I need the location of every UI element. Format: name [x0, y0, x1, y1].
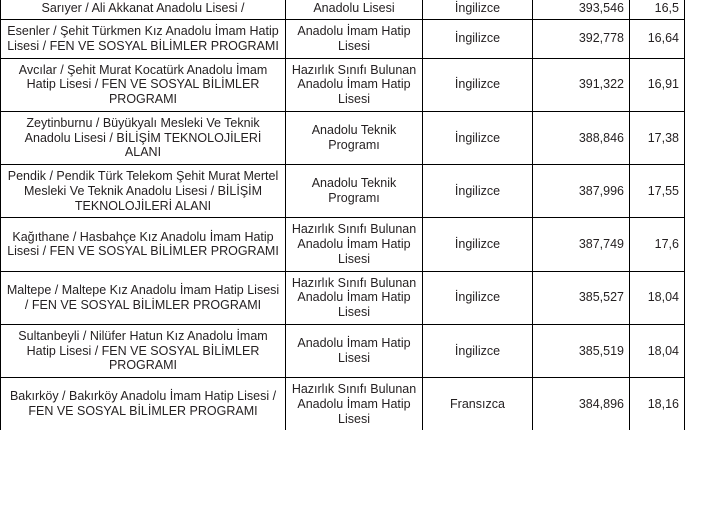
cell-school-type: Anadolu İmam Hatip Lisesi [286, 20, 423, 59]
table-row [1, 0, 685, 20]
cell-language: İngilizce [423, 165, 533, 218]
cell-percent: 16,64 [630, 20, 685, 59]
cell-score: 393,546 [533, 0, 630, 20]
cell-score: 384,896 [533, 378, 630, 431]
cell-percent: 18,04 [630, 271, 685, 324]
cell-percent: 17,38 [630, 111, 685, 164]
cell-percent: 16,91 [630, 58, 685, 111]
cell-language: İngilizce [423, 0, 533, 20]
cell-percent: 18,16 [630, 378, 685, 431]
cell-percent: 17,6 [630, 218, 685, 271]
cell-score: 387,996 [533, 165, 630, 218]
cell-school: Avcılar / Şehit Murat Kocatürk Anadolu İmam Hatip Lisesi / FEN VE SOSYAL BİLİMLER PROGRAMI [1, 58, 286, 111]
cell-score: 392,778 [533, 20, 630, 59]
cell-school: Sultanbeyli / Nilüfer Hatun Kız Anadolu İmam Hatip Lisesi / FEN VE SOSYAL BİLİMLER PROGRAMI [1, 324, 286, 377]
cell-language: İngilizce [423, 111, 533, 164]
cell-school: Maltepe / Maltepe Kız Anadolu İmam Hatip Lisesi / FEN VE SOSYAL BİLİMLER PROGRAMI [1, 271, 286, 324]
cell-percent: 18,04 [630, 324, 685, 377]
cell-score: 388,846 [533, 111, 630, 164]
cell-percent: 17,55 [630, 165, 685, 218]
table-row [1, 165, 685, 218]
cell-score: 385,527 [533, 271, 630, 324]
table-row [1, 58, 685, 111]
table-row [1, 271, 685, 324]
cell-language: Fransızca [423, 378, 533, 431]
cell-school-type: Anadolu Teknik Programı [286, 111, 423, 164]
cell-score: 387,749 [533, 218, 630, 271]
table-row [1, 218, 685, 271]
cell-school: Bakırköy / Bakırköy Anadolu İmam Hatip Lisesi / FEN VE SOSYAL BİLİMLER PROGRAMI [1, 378, 286, 431]
cell-school-type: Anadolu Teknik Programı [286, 165, 423, 218]
table-row [1, 20, 685, 59]
cell-language: İngilizce [423, 20, 533, 59]
cell-language: İngilizce [423, 218, 533, 271]
cell-language: İngilizce [423, 58, 533, 111]
cell-school: Kağıthane / Hasbahçe Kız Anadolu İmam Hatip Lisesi / FEN VE SOSYAL BİLİMLER PROGRAMI [1, 218, 286, 271]
cell-school-type: Anadolu İmam Hatip Lisesi [286, 324, 423, 377]
table-row [1, 324, 685, 377]
cell-language: İngilizce [423, 324, 533, 377]
cell-school-type: Hazırlık Sınıfı Bulunan Anadolu İmam Hatip Lisesi [286, 58, 423, 111]
cell-language: İngilizce [423, 271, 533, 324]
cell-score: 385,519 [533, 324, 630, 377]
cell-school: Zeytinburnu / Büyükyalı Mesleki Ve Teknik Anadolu Lisesi / BİLİŞİM TEKNOLOJİLERİ ALANI [1, 111, 286, 164]
cell-school: Sarıyer / Ali Akkanat Anadolu Lisesi / [1, 0, 286, 20]
cell-school-type: Anadolu Lisesi [286, 0, 423, 20]
cell-school-type: Hazırlık Sınıfı Bulunan Anadolu İmam Hatip Lisesi [286, 378, 423, 431]
cell-school: Esenler / Şehit Türkmen Kız Anadolu İmam Hatip Lisesi / FEN VE SOSYAL BİLİMLER PROGRAMI [1, 20, 286, 59]
table-body [1, 0, 685, 430]
cell-school-type: Hazırlık Sınıfı Bulunan Anadolu İmam Hatip Lisesi [286, 218, 423, 271]
cell-score: 391,322 [533, 58, 630, 111]
table-row [1, 111, 685, 164]
cell-school: Pendik / Pendik Türk Telekom Şehit Murat Mertel Mesleki Ve Teknik Anadolu Lisesi / BİLİŞİM TEKNOLOJİLERİ ALANI [1, 165, 286, 218]
table-row [1, 378, 685, 431]
cell-school-type: Hazırlık Sınıfı Bulunan Anadolu İmam Hatip Lisesi [286, 271, 423, 324]
cell-percent: 16,5 [630, 0, 685, 20]
